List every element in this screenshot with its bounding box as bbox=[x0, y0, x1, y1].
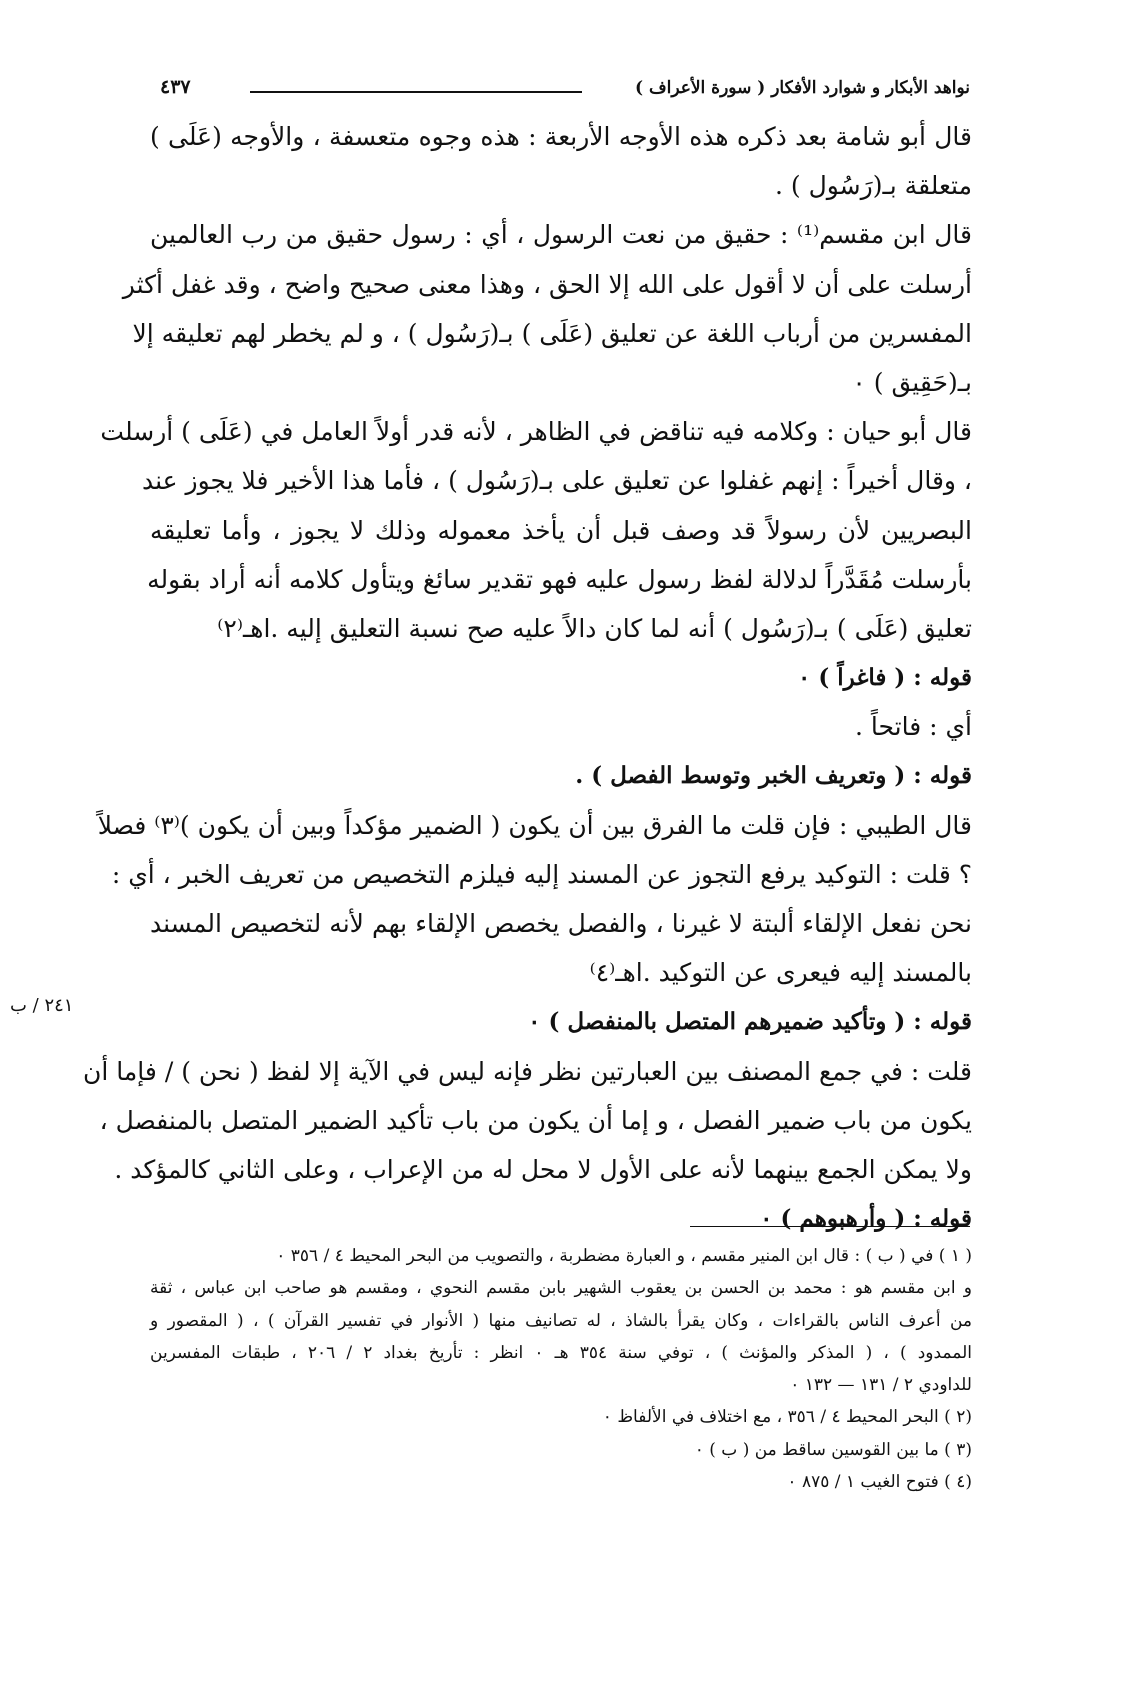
text-line: أرسلت على أن لا أقول على الله إلا الحق ، وهذا معنى صحيح واضح ، وقد غفل أكثر bbox=[122, 269, 972, 299]
text-line: البصريين لأن رسولاً قد وصف قبل أن يأخذ معموله وذلك لا يجوز ، وأما تعليقه bbox=[150, 515, 972, 545]
header-rule bbox=[250, 91, 582, 93]
page-number: ٤٣٧ bbox=[160, 76, 191, 98]
text-line: بـ(حَقِيق ) ٠ bbox=[852, 367, 972, 397]
footnote-line: و ابن مقسم هو : محمد بن الحسن بن يعقوب الشهير بابن مقسم النحوي ، ومقسم هو صاحب ابن عباس ، ثقة bbox=[150, 1278, 972, 1299]
running-header bbox=[160, 72, 970, 106]
text-line: بالمسند إليه فيعرى عن التوكيد .اهـ⁽٤⁾ bbox=[589, 958, 972, 988]
footnote-line: الممدود ) ، ( المذكر والمؤنث ) ، توفي سنة ٣٥٤ هـ ٠ انظر : تأريخ بغداد ٢ / ٢٠٦ ، طبقات المفسرين bbox=[150, 1342, 972, 1363]
text-line: قال الطيبي : فإن قلت ما الفرق بين أن يكون ( الضمير مؤكداً وبين أن يكون )⁽٣⁾ فصلاً bbox=[97, 810, 972, 840]
footnote-separator bbox=[690, 1226, 970, 1227]
footnote-line: (٢ ) البحر المحيط ٤ / ٣٥٦ ، مع اختلاف في الألفاظ ٠ bbox=[602, 1407, 972, 1428]
text-line: أي : فاتحاً . bbox=[854, 712, 972, 742]
footnotes bbox=[150, 1240, 972, 1498]
section-heading: قوله : ( فاغراً ) ٠ bbox=[798, 664, 972, 692]
text-line: قال ابن مقسم⁽¹⁾ : حقيق من نعت الرسول ، أي : رسول حقيق من رب العالمين bbox=[150, 220, 972, 250]
margin-folio-note: ٢٤١ / ب bbox=[10, 995, 74, 1016]
text-line: نحن نفعل الإلقاء ألبتة لا غيرنا ، والفصل يخصص الإلقاء بهم لأنه لتخصيص المسند bbox=[150, 909, 972, 938]
text-line: ؟ قلت : التوكيد يرفع التجوز عن المسند إليه فيلزم التخصيص من تعريف الخبر ، أي : bbox=[111, 859, 972, 889]
footnote-line: (٣ ) ما بين القوسين ساقط من ( ب ) ٠ bbox=[694, 1439, 972, 1460]
text-line: ، وقال أخيراً : إنهم غفلوا عن تعليق على بـ(رَسُول ) ، فأما هذا الأخير فلا يجوز عند bbox=[142, 466, 972, 496]
footnote-line: للداودي ٢ / ١٣١ — ١٣٢ ٠ bbox=[790, 1375, 972, 1396]
text-line: يكون من باب ضمير الفصل ، و إما أن يكون من باب تأكيد الضمير المتصل بالمنفصل ، bbox=[99, 1105, 972, 1135]
footnote-line: من أعرف الناس بالقراءات ، وكان يقرأ بالشاذ ، له تصانيف منها ( الأنوار في تفسير القرآن ) ، ( المقصور و bbox=[150, 1310, 972, 1331]
section-heading: قوله : ( وتأكيد ضميرهم المتصل بالمنفصل ) ٠ bbox=[528, 1008, 972, 1036]
text-line: بأرسلت مُقَدَّراً لدلالة لفظ رسول عليه فهو تقدير سائغ ويتأول كلامه أنه أراد بقوله bbox=[147, 564, 972, 594]
footnote-line: ( ١ ) في ( ب ) : قال ابن المنير مقسم ، و العبارة مضطربة ، والتصويب من البحر المحيط ٤ / ٣٥٦ ٠ bbox=[276, 1246, 972, 1266]
section-heading: قوله : ( وأرهبوهم ) ٠ bbox=[760, 1205, 972, 1233]
text-line: متعلقة بـ(رَسُول ) . bbox=[775, 171, 972, 201]
footnote-line: (٤ ) فتوح الغيب ١ / ٨٧٥ ٠ bbox=[787, 1472, 972, 1493]
text-line: قلت : في جمع المصنف بين العبارتين نظر فإنه ليس في الآية إلا لفظ ( نحن ) / فإما أن bbox=[83, 1056, 972, 1086]
text-line: ولا يمكن الجمع بينهما لأنه على الأول لا محل له من الإعراب ، وعلى الثاني كالمؤكد . bbox=[114, 1154, 972, 1184]
text-line: قال أبو شامة بعد ذكره هذه الأوجه الأربعة : هذه وجوه متعسفة ، والأوجه (عَلَى ) bbox=[150, 122, 972, 151]
section-heading: قوله : ( وتعريف الخبر وتوسط الفصل ) . bbox=[575, 762, 972, 790]
header-title: نواهد الأبكار و شوارد الأفكار ( سورة الأعراف ) bbox=[635, 78, 970, 98]
text-line: تعليق (عَلَى ) بـ(رَسُول ) أنه لما كان دالاً عليه صح نسبة التعليق إليه .اهـ⁽٢⁾ bbox=[217, 613, 972, 643]
text-line: المفسرين من أرباب اللغة عن تعليق (عَلَى ) بـ(رَسُول ) ، و لم يخطر لهم تعليقه إلا bbox=[132, 318, 972, 348]
text-line: قال أبو حيان : وكلامه فيه تناقض في الظاهر ، لأنه قدر أولاً العامل في (عَلَى ) أرسلت bbox=[100, 417, 972, 447]
main-text bbox=[83, 112, 972, 1243]
